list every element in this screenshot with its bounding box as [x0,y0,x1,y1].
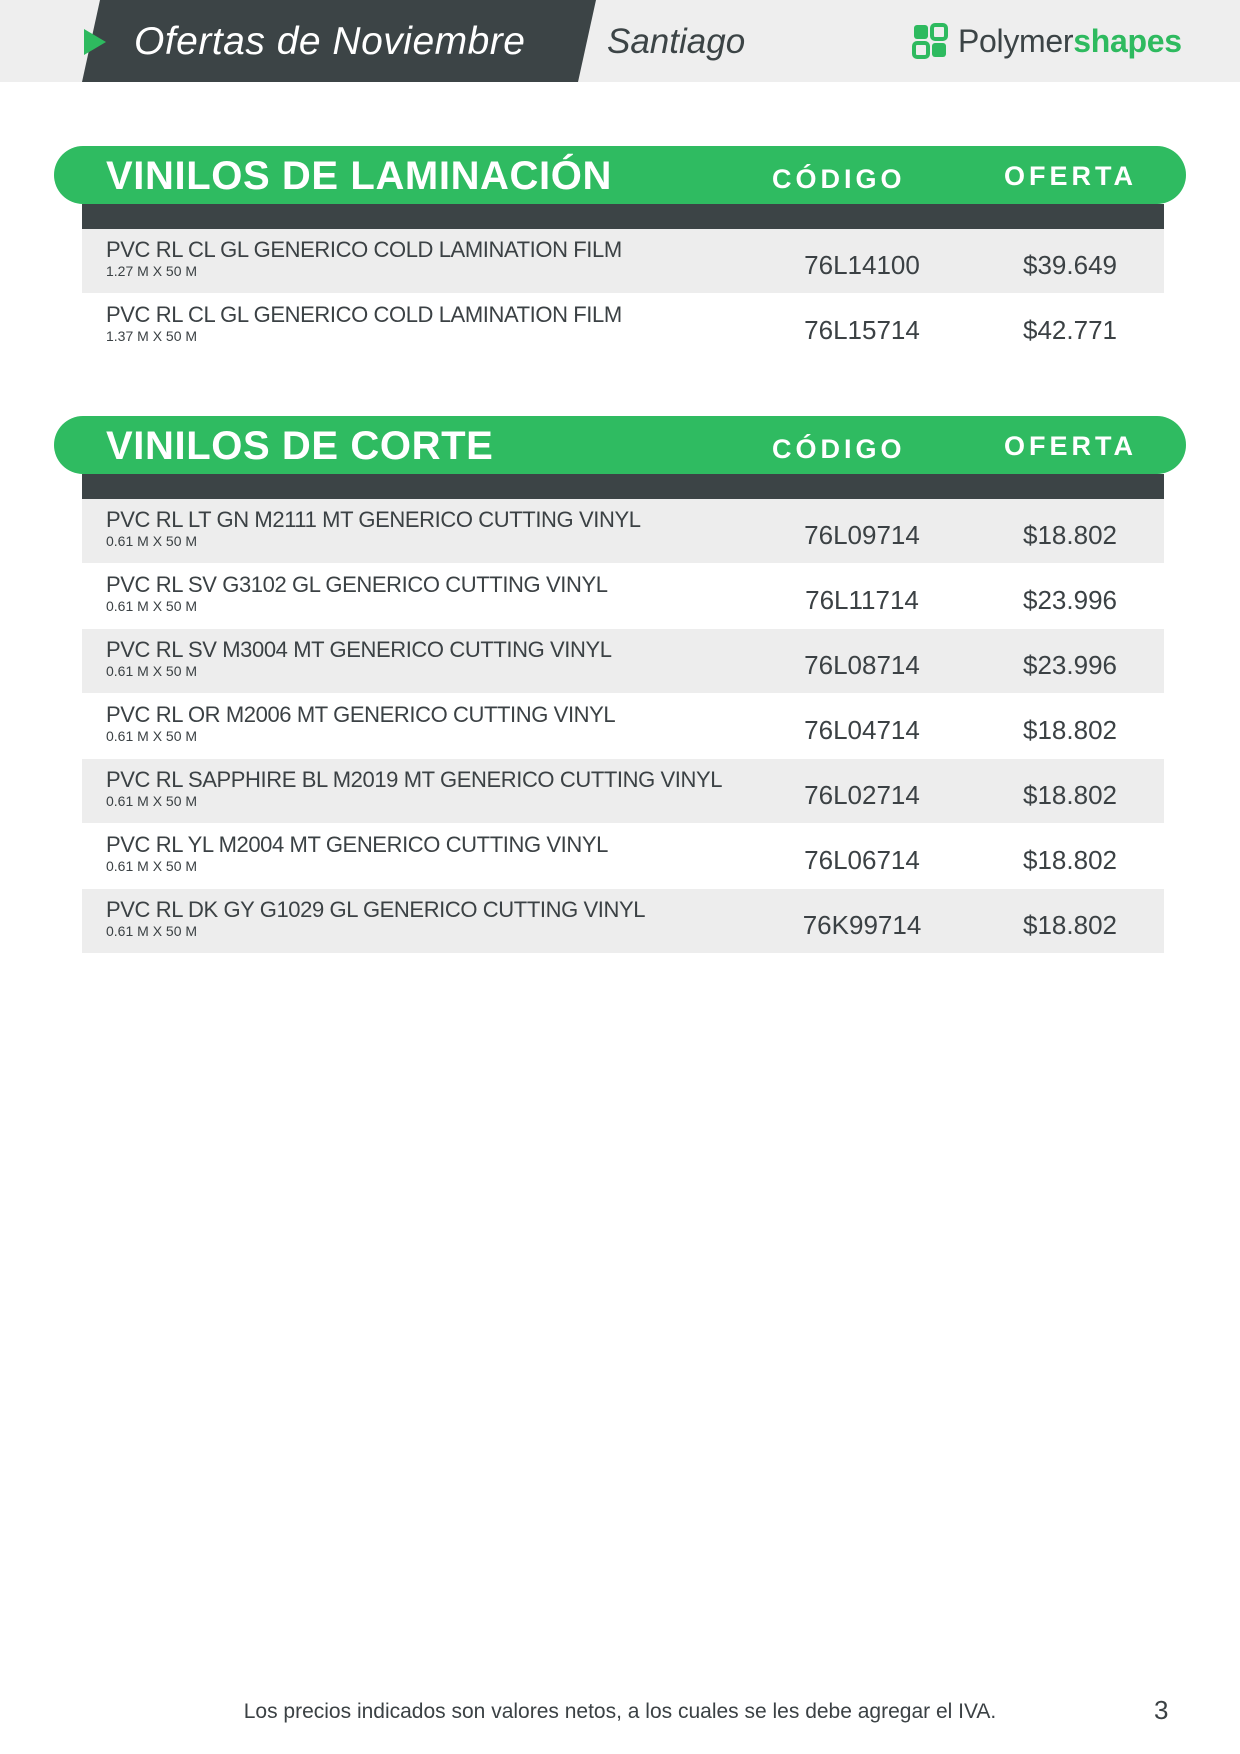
product-size: 0.61 M X 50 M [106,858,198,874]
table-row [82,229,1164,293]
section-header [54,146,1186,204]
section-laminacion [54,146,1186,359]
product-code: 76L14100 [804,250,920,280]
page-title: Ofertas de Noviembre [134,20,526,63]
product-table [82,229,1164,358]
logo-wordmark [958,23,1182,60]
product-name: PVC RL SAPPHIRE BL M2019 MT GENERICO CUTTING VINYL [106,767,723,792]
section-divider-bar [82,474,1164,499]
product-price: $18.802 [1023,715,1117,745]
product-size: 0.61 M X 50 M [106,923,198,939]
table-row [82,824,1164,888]
product-name: PVC RL YL M2004 MT GENERICO CUTTING VINYL [106,832,608,857]
table-row [82,694,1164,758]
code-column-header: CÓDIGO [772,164,906,194]
product-price: $18.802 [1023,910,1117,940]
table-row [82,629,1164,693]
header-bar [0,0,1240,82]
product-name: PVC RL CL GL GENERICO COLD LAMINATION FILM [106,302,622,327]
product-price: $23.996 [1023,585,1117,615]
product-name: PVC RL LT GN M2111 MT GENERICO CUTTING VINYL [106,507,641,532]
section-corte [54,416,1186,954]
product-size: 0.61 M X 50 M [106,728,198,744]
play-arrow-icon [84,29,106,55]
product-table [82,499,1164,953]
table-row [82,564,1164,628]
section-header [54,416,1186,474]
product-code: 76L15714 [804,315,920,345]
price-column-header: OFERTA [1004,431,1137,461]
polymershapes-logo-icon [912,23,948,59]
product-size: 0.61 M X 50 M [106,598,198,614]
product-size: 1.37 M X 50 M [106,328,198,344]
product-price: $23.996 [1023,650,1117,680]
product-code: 76L11714 [805,585,919,615]
product-name: PVC RL DK GY G1029 GL GENERICO CUTTING VINYL [106,897,646,922]
table-row [82,889,1164,953]
product-code: 76L04714 [804,715,920,745]
product-price: $18.802 [1023,780,1117,810]
product-name: PVC RL SV M3004 MT GENERICO CUTTING VINYL [106,637,612,662]
brand-logo [912,22,1182,60]
footer-note: Los precios indicados son valores netos, a los cuales se les debe agregar el IVA. [243,1700,997,1723]
product-size: 0.61 M X 50 M [106,533,198,549]
logo-part-shapes: shapes [1073,22,1182,59]
price-column-header: OFERTA [1004,161,1137,191]
table-row [82,499,1164,563]
product-size: 1.27 M X 50 M [106,263,198,279]
product-name: PVC RL OR M2006 MT GENERICO CUTTING VINYL [106,702,616,727]
code-column-header: CÓDIGO [772,434,906,464]
product-code: 76L08714 [804,650,920,680]
product-size: 0.61 M X 50 M [106,663,198,679]
city-label: Santiago [607,22,746,61]
product-name: PVC RL SV G3102 GL GENERICO CUTTING VINYL [106,572,608,597]
product-price: $42.771 [1023,315,1117,345]
table-row [82,294,1164,358]
page-number: 3 [1154,1695,1169,1725]
product-name: PVC RL CL GL GENERICO COLD LAMINATION FILM [106,237,622,262]
product-price: $18.802 [1023,520,1117,550]
product-code: 76L06714 [804,845,920,875]
table-row [82,759,1164,823]
section-title: VINILOS DE CORTE [106,424,494,468]
logo-part-polymer: Polymer [958,22,1074,59]
product-code: 76L02714 [804,780,920,810]
product-price: $18.802 [1023,845,1117,875]
section-divider-bar [82,204,1164,229]
product-code: 76K99714 [802,910,922,940]
section-title: VINILOS DE LAMINACIÓN [106,154,612,198]
product-size: 0.61 M X 50 M [106,793,198,809]
product-code: 76L09714 [804,520,920,550]
product-price: $39.649 [1023,250,1117,280]
